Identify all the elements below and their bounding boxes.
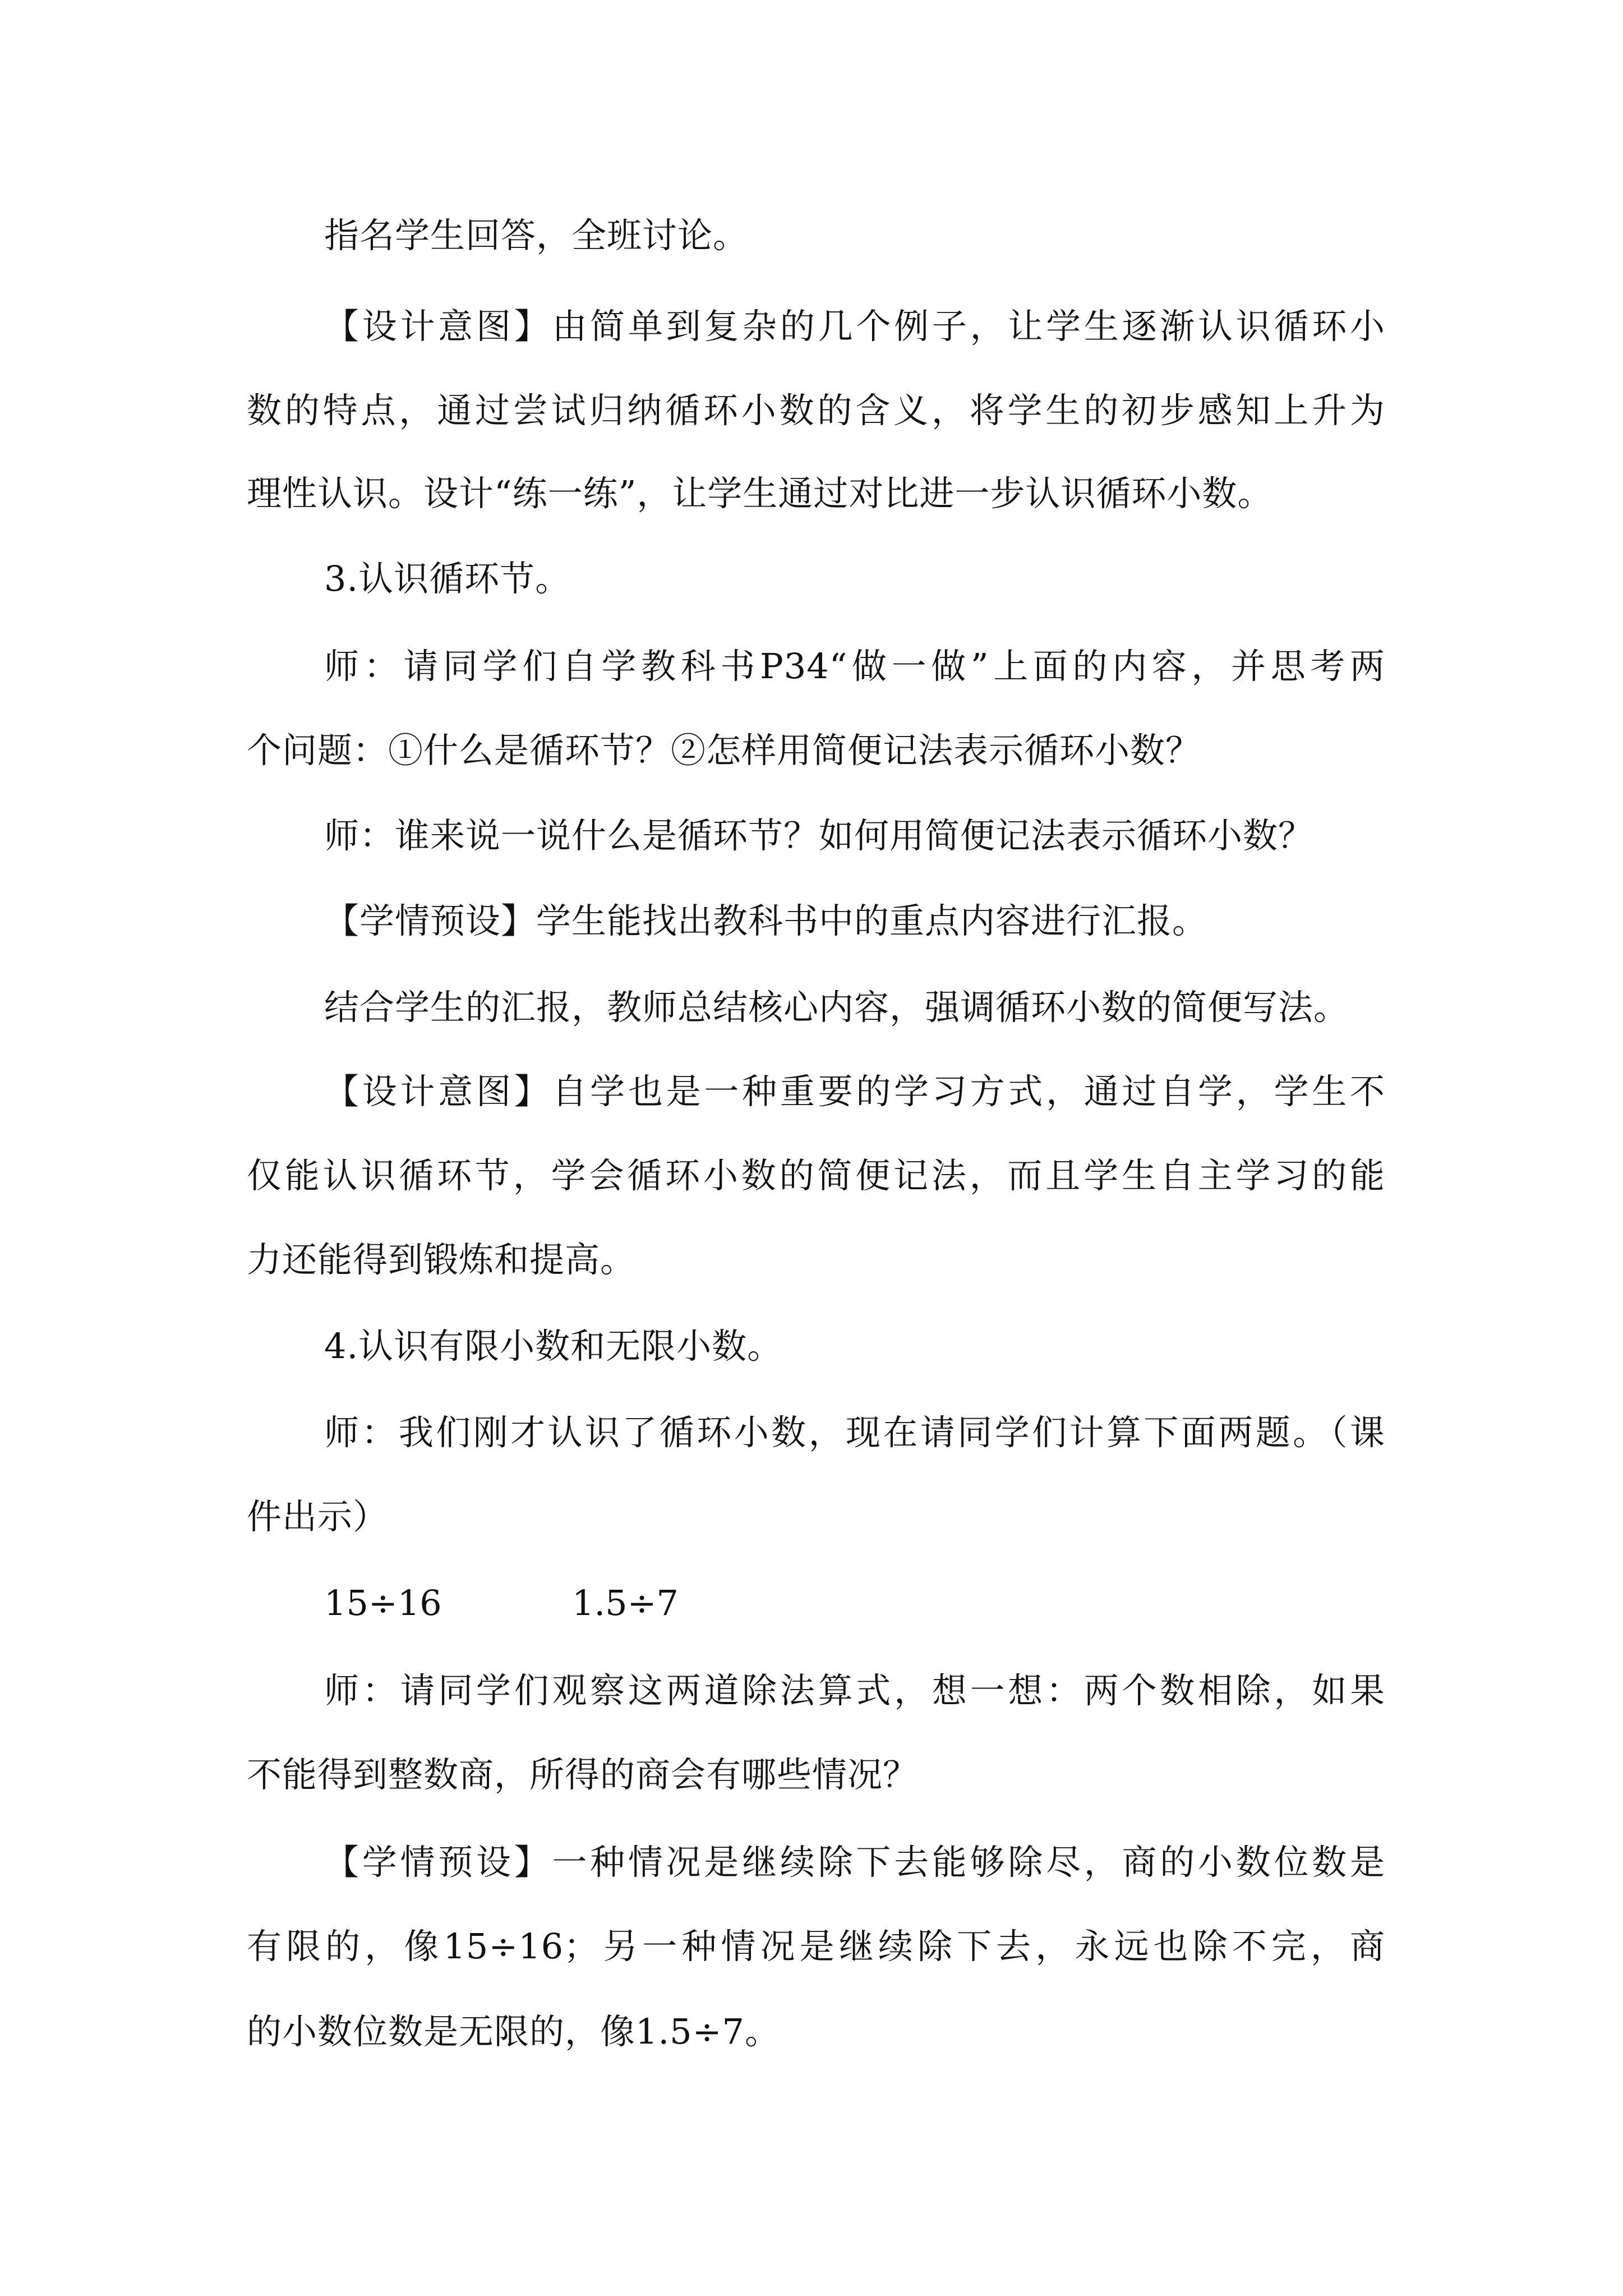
paragraph-line: 结合学生的汇报，教师总结核心内容，强调循环小数的简便写法。 xyxy=(324,987,1349,1028)
section-heading: 3.认识循环节。 xyxy=(324,558,571,599)
paragraph-line: 力还能得到锻炼和提高。 xyxy=(247,1239,636,1280)
paragraph-line: 个问题：①什么是循环节？②怎样用简便记法表示循环小数？ xyxy=(247,730,1201,771)
paragraph-line: 指名学生回答，全班讨论。 xyxy=(324,215,749,256)
expression-first: 15÷16 xyxy=(324,1582,442,1623)
section-heading: 4.认识有限小数和无限小数。 xyxy=(324,1326,783,1366)
paragraph-line: 【学情预设】学生能找出教科书中的重点内容进行汇报。 xyxy=(324,900,1208,941)
paragraph-line: 【设计意图】由简单到复杂的几个例子，让学生逐渐认识循环小 xyxy=(324,306,1385,347)
paragraph-line: 师：我们刚才认识了循环小数，现在请同学们计算下面两题。（课 xyxy=(324,1412,1385,1453)
paragraph-line: 数的特点，通过尝试归纳循环小数的含义，将学生的初步感知上升为 xyxy=(247,390,1385,431)
paragraph-line: 师：谁来说一说什么是循环节？如何用简便记法表示循环小数？ xyxy=(324,815,1314,856)
expression-second: 1.5÷7 xyxy=(572,1582,679,1623)
paragraph-line: 【设计意图】自学也是一种重要的学习方式，通过自学，学生不 xyxy=(324,1071,1385,1112)
paragraph-line: 的小数位数是无限的，像1.5÷7。 xyxy=(247,2011,780,2052)
paragraph-line: 师：请同学们观察这两道除法算式，想一想：两个数相除，如果 xyxy=(324,1670,1385,1711)
paragraph-line: 件出示） xyxy=(247,1496,389,1537)
paragraph-line: 师：请同学们自学教科书P34“做一做”上面的内容，并思考两 xyxy=(324,646,1385,687)
paragraph-line: 【学情预设】一种情况是继续除下去能够除尽，商的小数位数是 xyxy=(324,1842,1385,1883)
paragraph-line: 仅能认识循环节，学会循环小数的简便记法，而且学生自主学习的能 xyxy=(247,1155,1385,1196)
paragraph-line: 理性认识。设计“练一练”，让学生通过对比进一步认识循环小数。 xyxy=(247,473,1273,514)
paragraph-line: 有限的，像15÷16；另一种情况是继续除下去，永远也除不完，商 xyxy=(247,1926,1385,1967)
paragraph-line: 不能得到整数商，所得的商会有哪些情况？ xyxy=(247,1754,919,1795)
